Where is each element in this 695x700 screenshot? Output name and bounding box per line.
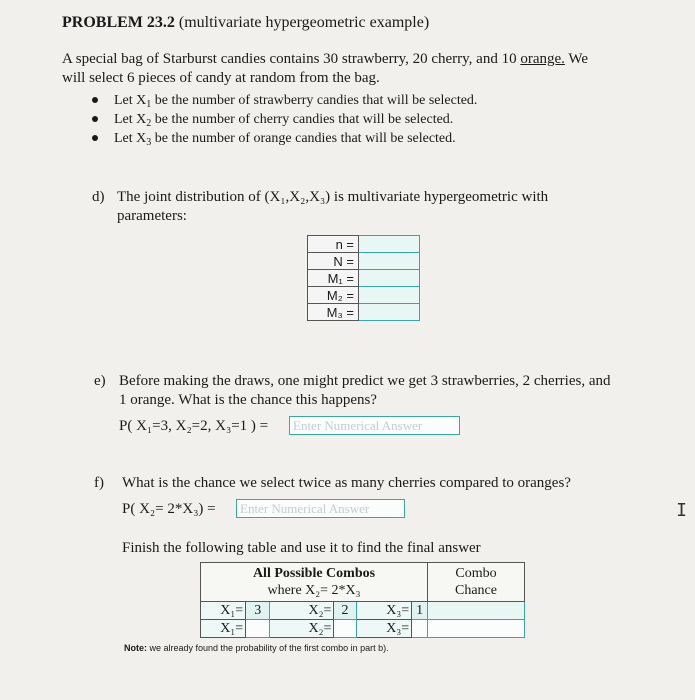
combo-table <box>200 562 525 638</box>
part-f-label: f) <box>94 475 104 491</box>
part-e-line-2: 1 orange. What is the chance this happens? <box>119 392 377 408</box>
problem-label: PROBLEM 23.2 <box>62 14 175 31</box>
param-label-M2: M₂ = <box>308 287 359 304</box>
part-e-line-1: Before making the draws, one might predict we get 3 strawberries, 2 cherries, and <box>119 373 611 389</box>
part-f-line-1: What is the chance we select twice as many cherries compared to oranges? <box>122 475 571 491</box>
text-cursor-icon: I <box>676 500 687 521</box>
row2-x3-input[interactable] <box>412 620 428 638</box>
part-e-label: e) <box>94 373 106 389</box>
bullet-pre: Let X <box>114 131 147 146</box>
row2-x2-label: X₂= <box>270 620 334 638</box>
row2-chance-input[interactable] <box>428 620 525 638</box>
bullet-x3 <box>92 129 456 152</box>
bullet-sub: 2 <box>146 118 152 129</box>
row2-x3-label: X₃= <box>356 620 412 638</box>
param-label-M1: M₁ = <box>308 270 359 287</box>
bullet-pre: Let X <box>114 93 147 108</box>
combo-header-left <box>201 563 428 602</box>
row1-x2-value[interactable]: 2 <box>334 602 356 620</box>
combo-header-title: All Possible Combos <box>252 566 376 581</box>
part-e-prob-expr: P( X₁=3, X₂=2, X₃=1 ) = <box>119 418 269 434</box>
param-label-M3: M₃ = <box>308 304 359 321</box>
bullet-sub: 1 <box>146 99 152 110</box>
row2-x1-label: X₁= <box>201 620 246 638</box>
intro-text-a: A special bag of Starburst candies contains 30 strawberry, 20 cherry, and 10 <box>62 51 521 67</box>
bullet-post: be the number of orange candies that will be selected. <box>151 131 456 146</box>
param-input-n[interactable] <box>359 236 420 253</box>
row1-x1-value[interactable]: 3 <box>246 602 270 620</box>
param-label-n: n = <box>308 236 359 253</box>
row1-x2-label: X₂= <box>270 602 334 620</box>
intro-text-b: We <box>564 51 588 67</box>
note-text: we already found the probability of the first combo in part b). <box>147 643 389 653</box>
part-e-answer-input[interactable]: Enter Numerical Answer <box>289 416 460 435</box>
bullet-icon <box>92 135 98 141</box>
row1-x3-value[interactable]: 1 <box>412 602 428 620</box>
combo-header-chance: Chance <box>455 583 497 598</box>
intro-line-2: will select 6 pieces of candy at random from the bag. <box>62 70 380 86</box>
orange-word: orange. <box>520 51 565 67</box>
problem-subtitle: (multivariate hypergeometric example) <box>178 14 430 31</box>
param-input-M1[interactable] <box>359 270 420 287</box>
param-input-N[interactable] <box>359 253 420 270</box>
row2-x2-input[interactable] <box>334 620 356 638</box>
intro-line-1 <box>62 50 588 69</box>
bullet-post: be the number of cherry candies that will be selected. <box>151 112 454 127</box>
row1-chance-input[interactable] <box>428 602 525 620</box>
part-d-label: d) <box>92 189 105 205</box>
note-label: Note: <box>124 643 147 653</box>
param-input-M3[interactable] <box>359 304 420 321</box>
bullet-icon <box>92 116 98 122</box>
part-f-answer-input[interactable]: Enter Numerical Answer <box>236 499 405 518</box>
combo-header-combo: Combo <box>455 566 497 581</box>
row1-x1-label: X₁= <box>201 602 246 620</box>
bullet-sub: 3 <box>146 137 152 148</box>
table-note <box>124 643 389 653</box>
row2-x1-input[interactable] <box>246 620 270 638</box>
part-d-line-2: parameters: <box>117 208 187 224</box>
row1-x3-label: X₃= <box>356 602 412 620</box>
bullet-post: be the number of strawberry candies that will be selected. <box>151 93 478 108</box>
problem-title <box>62 13 429 32</box>
finish-table-instruction: Finish the following table and use it to find the final answer <box>122 540 481 556</box>
bullet-pre: Let X <box>114 112 147 127</box>
part-d-line-1: The joint distribution of (X₁,X₂,X₃) is multivariate hypergeometric with <box>117 189 549 205</box>
bullet-icon <box>92 97 98 103</box>
combo-header-right <box>428 563 525 602</box>
part-f-prob-expr: P( X₂= 2*X₃) = <box>122 501 216 517</box>
combo-header-condition: where X₂= 2*X₃ <box>267 583 361 598</box>
parameter-table <box>307 235 420 321</box>
param-label-N: N = <box>308 253 359 270</box>
param-input-M2[interactable] <box>359 287 420 304</box>
